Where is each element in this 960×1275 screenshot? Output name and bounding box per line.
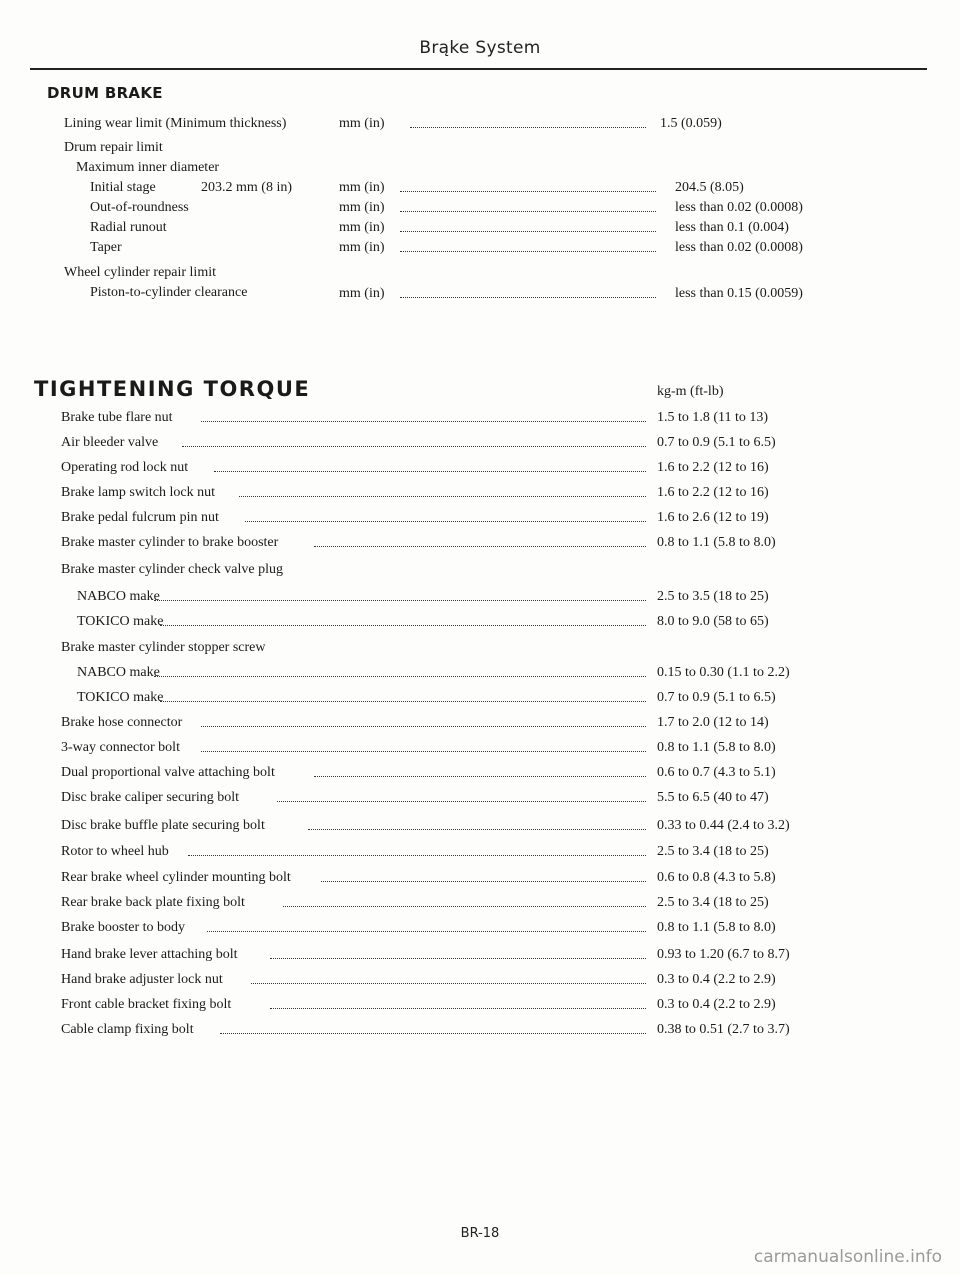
torque-row-value: 1.5 to 1.8 (11 to 13) (657, 410, 769, 425)
torque-row-leader (314, 776, 646, 777)
page-header: Brąke System (419, 38, 541, 58)
torque-row-label: Brake lamp switch lock nut (61, 485, 215, 500)
torque-row-leader (201, 751, 646, 752)
torque-row-value: 0.8 to 1.1 (5.8 to 8.0) (657, 920, 776, 935)
torque-row-value: 8.0 to 9.0 (58 to 65) (657, 614, 769, 629)
drum-brake-title: DRUM BRAKE (47, 84, 163, 102)
out-of-roundness-unit: mm (in) (339, 200, 385, 215)
torque-row-value: 2.5 to 3.4 (18 to 25) (657, 895, 769, 910)
torque-row-leader (201, 726, 646, 727)
torque-row-leader (220, 1033, 646, 1034)
torque-row-label: Disc brake caliper securing bolt (61, 790, 240, 805)
piston-clearance-value: less than 0.15 (0.0059) (675, 286, 803, 301)
torque-row-leader (251, 983, 646, 984)
torque-row-value: 2.5 to 3.4 (18 to 25) (657, 844, 769, 859)
torque-row-value: 5.5 to 6.5 (40 to 47) (657, 790, 769, 805)
torque-row-value: 0.3 to 0.4 (2.2 to 2.9) (657, 972, 776, 987)
torque-row-label: Front cable bracket fixing bolt (61, 997, 232, 1012)
torque-row-label: Cable clamp fixing bolt (61, 1022, 194, 1037)
torque-row-value: 0.6 to 0.8 (4.3 to 5.8) (657, 870, 776, 885)
torque-row-label: Brake master cylinder to brake booster (61, 535, 279, 550)
radial-runout-label: Radial runout (90, 220, 167, 235)
taper-leader (400, 251, 656, 252)
radial-runout-unit: mm (in) (339, 220, 385, 235)
torque-row-leader (239, 496, 646, 497)
watermark: carmanualsonline.info (753, 1247, 942, 1267)
torque-row-value: 0.93 to 1.20 (6.7 to 8.7) (657, 947, 790, 962)
radial-runout-value: less than 0.1 (0.004) (675, 220, 789, 235)
out-of-roundness-leader (400, 211, 656, 212)
out-of-roundness-label: Out-of-roundness (90, 200, 189, 215)
torque-unit-header: kg-m (ft-lb) (657, 384, 724, 399)
piston-clearance-unit: mm (in) (339, 286, 385, 301)
lining-wear-unit: mm (in) (339, 116, 385, 131)
torque-row-label: NABCO make (77, 665, 160, 680)
torque-row-value: 0.15 to 0.30 (1.1 to 2.2) (657, 665, 790, 680)
torque-row-label: Dual proportional valve attaching bolt (61, 765, 275, 780)
torque-row-leader (160, 701, 646, 702)
torque-row-label: Disc brake buffle plate securing bolt (61, 818, 265, 833)
initial-stage-unit: mm (in) (339, 180, 385, 195)
torque-row-leader (207, 931, 646, 932)
torque-row-label: Hand brake lever attaching bolt (61, 947, 238, 962)
torque-row-leader (154, 676, 646, 677)
taper-value: less than 0.02 (0.0008) (675, 240, 803, 255)
torque-row-leader (154, 600, 646, 601)
torque-row-value: 1.6 to 2.6 (12 to 19) (657, 510, 769, 525)
torque-row-label: Rotor to wheel hub (61, 844, 169, 859)
torque-row-leader (314, 546, 646, 547)
torque-row-leader (188, 855, 646, 856)
out-of-roundness-value: less than 0.02 (0.0008) (675, 200, 803, 215)
torque-row-label: Brake master cylinder stopper screw (61, 640, 266, 655)
torque-row-label: NABCO make (77, 589, 160, 604)
torque-row-leader (270, 958, 646, 959)
torque-row-label: Hand brake adjuster lock nut (61, 972, 223, 987)
piston-clearance-leader (400, 297, 656, 298)
torque-row-label: Operating rod lock nut (61, 460, 189, 475)
torque-row-leader (308, 829, 646, 830)
torque-row-value: 0.7 to 0.9 (5.1 to 6.5) (657, 690, 776, 705)
header-rule (30, 68, 927, 70)
torque-row-label: Brake pedal fulcrum pin nut (61, 510, 219, 525)
torque-row-value: 0.6 to 0.7 (4.3 to 5.1) (657, 765, 776, 780)
torque-row-label: Brake booster to body (61, 920, 186, 935)
taper-label: Taper (90, 240, 122, 255)
max-inner-diameter-label: Maximum inner diameter (76, 160, 220, 175)
torque-row-label: Rear brake back plate fixing bolt (61, 895, 245, 910)
torque-row-value: 2.5 to 3.5 (18 to 25) (657, 589, 769, 604)
drum-repair-limit-label: Drum repair limit (64, 140, 163, 155)
lining-wear-label: Lining wear limit (Minimum thickness) (64, 116, 287, 131)
initial-stage-size: 203.2 mm (8 in) (201, 180, 292, 195)
torque-row-value: 1.7 to 2.0 (12 to 14) (657, 715, 769, 730)
torque-row-leader (321, 881, 646, 882)
torque-row-label: 3-way connector bolt (61, 740, 180, 755)
taper-unit: mm (in) (339, 240, 385, 255)
initial-stage-value: 204.5 (8.05) (675, 180, 744, 195)
torque-row-label: Brake master cylinder check valve plug (61, 562, 283, 577)
torque-row-value: 1.6 to 2.2 (12 to 16) (657, 485, 769, 500)
torque-row-label: Brake hose connector (61, 715, 183, 730)
torque-row-label: Brake tube flare nut (61, 410, 173, 425)
torque-row-label: TOKICO make (77, 690, 164, 705)
radial-runout-leader (400, 231, 656, 232)
torque-row-leader (277, 801, 646, 802)
torque-row-label: Air bleeder valve (61, 435, 159, 450)
initial-stage-label: Initial stage (90, 180, 156, 195)
torque-row-label: Rear brake wheel cylinder mounting bolt (61, 870, 291, 885)
torque-row-leader (182, 446, 646, 447)
torque-row-leader (160, 625, 646, 626)
torque-row-value: 0.8 to 1.1 (5.8 to 8.0) (657, 535, 776, 550)
lining-wear-leader (410, 127, 646, 128)
initial-stage-leader (400, 191, 656, 192)
page-number: BR-18 (460, 1226, 500, 1241)
torque-row-value: 0.33 to 0.44 (2.4 to 3.2) (657, 818, 790, 833)
wheel-cylinder-limit-label: Wheel cylinder repair limit (64, 265, 216, 280)
torque-row-value: 0.8 to 1.1 (5.8 to 8.0) (657, 740, 776, 755)
tightening-torque-title: TIGHTENING TORQUE (34, 377, 311, 401)
torque-row-leader (283, 906, 646, 907)
torque-row-leader (201, 421, 646, 422)
torque-row-value: 0.38 to 0.51 (2.7 to 3.7) (657, 1022, 790, 1037)
torque-row-value: 0.7 to 0.9 (5.1 to 6.5) (657, 435, 776, 450)
torque-row-value: 0.3 to 0.4 (2.2 to 2.9) (657, 997, 776, 1012)
torque-row-leader (214, 471, 646, 472)
torque-row-value: 1.6 to 2.2 (12 to 16) (657, 460, 769, 475)
torque-row-label: TOKICO make (77, 614, 164, 629)
lining-wear-value: 1.5 (0.059) (660, 116, 722, 131)
torque-row-leader (270, 1008, 646, 1009)
torque-row-leader (245, 521, 646, 522)
piston-clearance-label: Piston-to-cylinder clearance (90, 285, 248, 300)
